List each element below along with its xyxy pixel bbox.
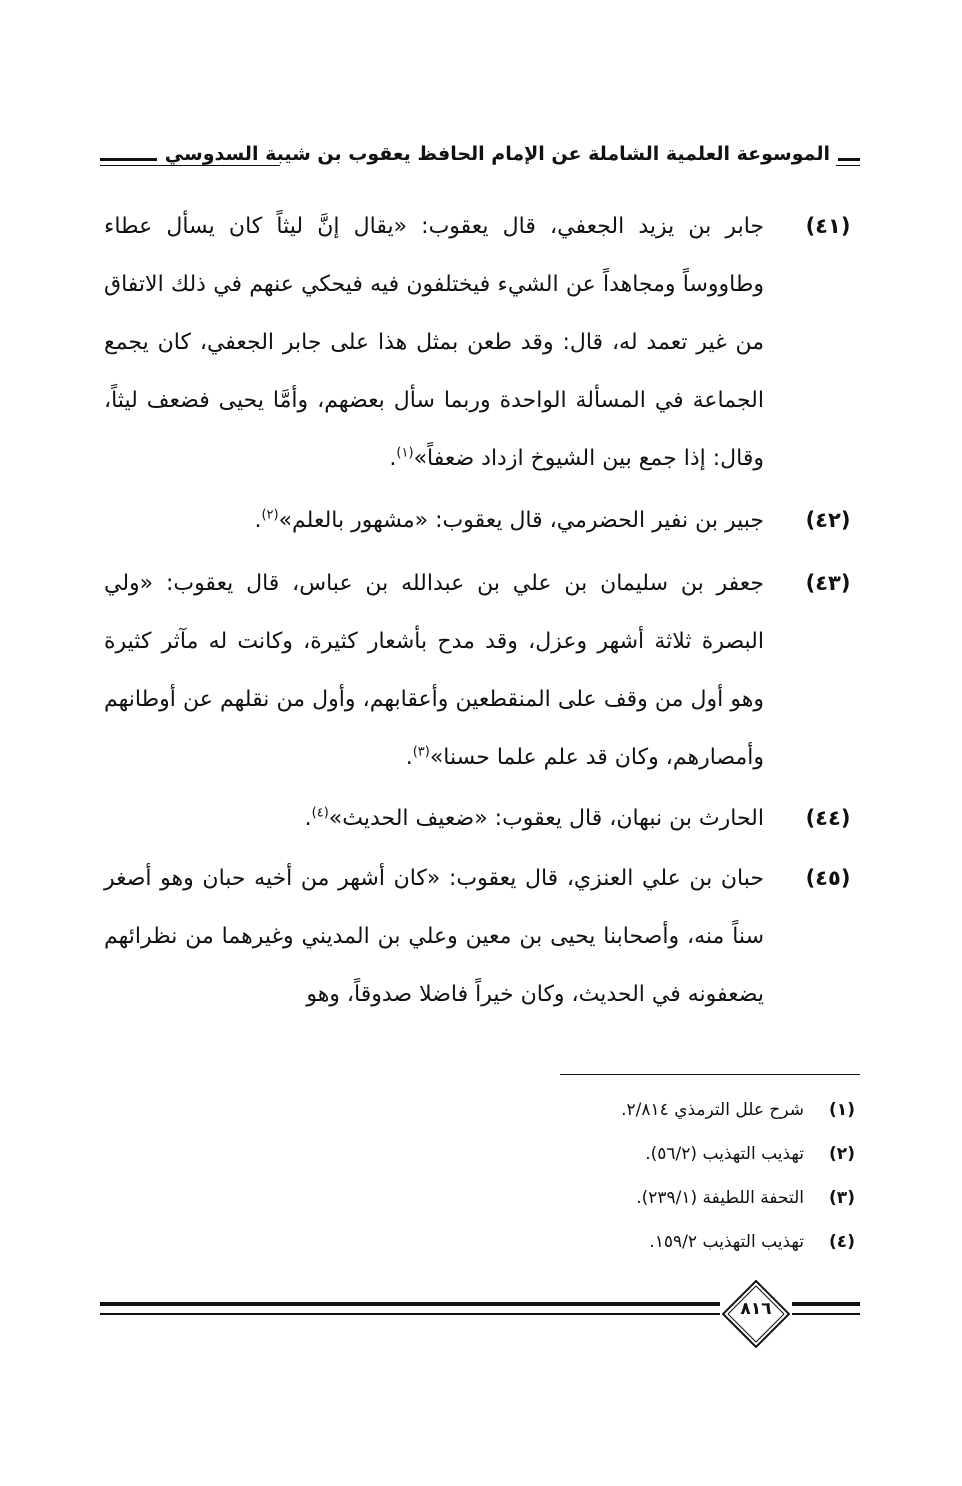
- entry-number: (٤٥): [805, 866, 851, 890]
- footnote-number: (١): [829, 1100, 855, 1120]
- running-header: [100, 140, 860, 180]
- bottom-rule: [100, 1302, 720, 1315]
- entry-number: (٤٢): [805, 508, 851, 532]
- footnote-ref: (٣): [412, 744, 430, 760]
- footnote-text: شرح علل الترمذي ٢/٨١٤.: [621, 1100, 804, 1120]
- footnote-number: (٢): [829, 1144, 855, 1164]
- footnote: [342, 1144, 862, 1174]
- footnote-text: التحفة اللطيفة (٢٣٩/١).: [636, 1188, 804, 1208]
- entry-body: الحارث بن نبهان، قال يعقوب: «ضعيف الحديث»: [328, 806, 764, 831]
- entry-number: (٤٤): [805, 806, 851, 830]
- entry-body: جبير بن نفير الحضرمي، قال يعقوب: «مشهور بالعلم»: [278, 508, 764, 533]
- footnote: [342, 1188, 862, 1218]
- entry-text: [104, 850, 764, 1024]
- entry-body: جعفر بن سليمان بن علي بن عبدالله بن عباس، قال يعقوب: «ولي البصرة ثلاثة أشهر وعزل، وقد مدح بأشعار كثيرة، وكانت له مآثر كثيرة وهو أول من وقف على المنقطعين وأعقابهم، وأول من نقلهم عن أوطانهم وأمصارهم، وكان قد علم علما حسنا»: [104, 571, 764, 770]
- page-number: ٨١٦: [740, 1299, 772, 1319]
- entry-body: حبان بن علي العنزي، قال يعقوب: «كان أشهر من أخيه حبان وهو أصغر سناً منه، وأصحابنا يحيى بن معين وعلي بن المديني وغيرهما من نظرائهم يضعفونه في الحديث، وكان خيراً فاضلا صدوقاً، وهو: [104, 866, 764, 1007]
- entry-number: (٤٣): [805, 571, 851, 595]
- entry-number: (٤١): [805, 214, 851, 238]
- footnote: [342, 1100, 862, 1130]
- entry-text: جابر بن يزيد الجعفي، قال يعقوب: «يقال إنَّ ليثاً كان يسأل عطاء وطاووساً ومجاهداً عن الشيء فيختلفون فيه فيحكي عنهم في ذلك الاتفاق من غير تعمد له، قال: وقد طعن بمثل هذا على جابر الجعفي، كان يجمع الجماعة في المسألة الواحدة وربما سأل بعضهم، وأمَّا يحيى فضعف ليثاً، وقال: إذا جمع بين الشيوخ ازداد ضعفاً»$^{(١)}$.: [104, 214, 764, 471]
- bottom-rule-short: [792, 1302, 860, 1315]
- entry-text: جبير بن نفير الحضرمي، قال يعقوب: «مشهور بالعلم»$^{(٢)}$.: [254, 507, 764, 533]
- footnote-ref: (٢): [261, 507, 279, 523]
- header-rule-short: [836, 158, 860, 166]
- header-title: الموسوعة العلمية الشاملة عن الإمام الحافظ يعقوب بن شيبة السدوسي: [157, 143, 838, 165]
- entry-body: جابر بن يزيد الجعفي، قال يعقوب: «يقال إنَّ ليثاً كان يسأل عطاء وطاووساً ومجاهداً عن الشيء فيختلفون فيه فيحكي عنهم في ذلك الاتفاق من غير تعمد له، قال: وقد طعن بمثل هذا على جابر الجعفي، كان يجمع الجماعة في المسألة الواحدة وربما سأل بعضهم، وأمَّا يحيى فضعف ليثاً، وقال: إذا جمع بين الشيوخ ازداد ضعفاً»: [104, 214, 764, 471]
- entry-text: الحارث بن نبهان، قال يعقوب: «ضعيف الحديث»$^{(٤)}$.: [304, 805, 764, 831]
- footnote-ref: (٤): [311, 805, 329, 821]
- footnote-text: تهذيب التهذيب ١٥٩/٢.: [649, 1232, 804, 1252]
- entry-text: جعفر بن سليمان بن علي بن عبدالله بن عباس، قال يعقوب: «ولي البصرة ثلاثة أشهر وعزل، وقد مدح بأشعار كثيرة، وكانت له مآثر كثيرة وهو أول من وقف على المنقطعين وأعقابهم، وأول من نقلهم عن أوطانهم وأمصارهم، وكان قد علم علما حسنا»$^{(٣)}$.: [104, 571, 764, 770]
- footnote-number: (٣): [829, 1188, 855, 1208]
- footnote: [342, 1232, 862, 1262]
- footnote-divider: [560, 1074, 860, 1075]
- footnote-text: تهذيب التهذيب (٥٦/٢).: [645, 1144, 804, 1164]
- footnote-ref: (١): [396, 445, 414, 461]
- footnote-number: (٤): [829, 1232, 855, 1252]
